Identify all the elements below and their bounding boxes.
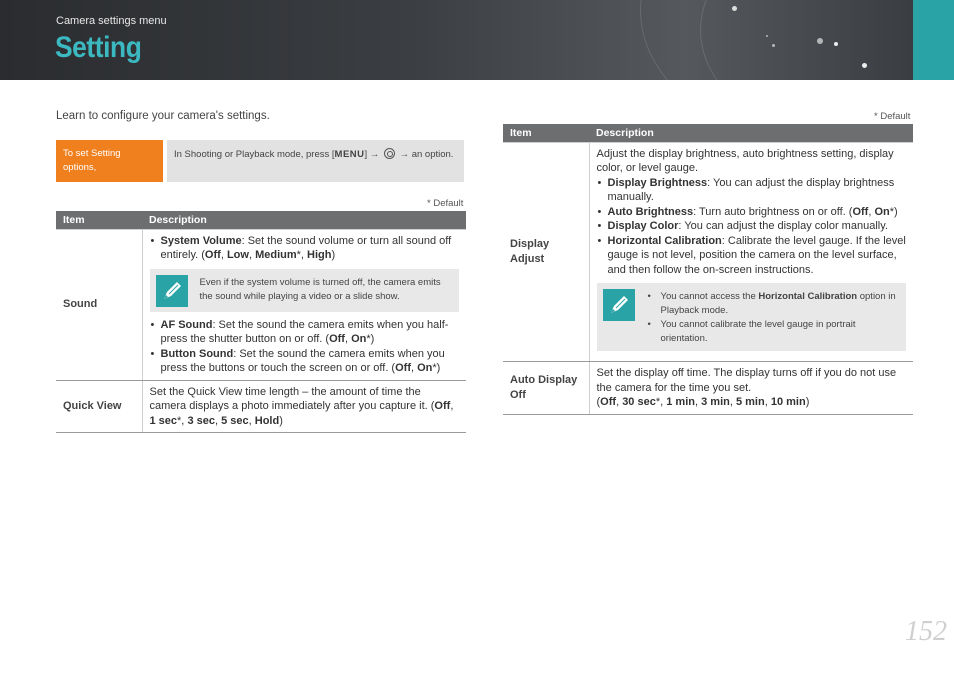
option-text: : Set the sound the camera emits when you half-press the shutter button on or off. (: [160, 318, 449, 345]
option-value: Off: [434, 400, 451, 412]
note-pencil-icon: [156, 275, 188, 307]
option-text: : Turn auto brightness on or off. (: [693, 205, 853, 218]
note-part: You cannot access the: [660, 291, 759, 302]
description-sound: [142, 229, 466, 380]
item-auto-display-off: Auto Display Off: [503, 362, 589, 415]
banner-sparkle: [772, 44, 775, 47]
option-text: : Set the sound volume or turn all sound off entirely. (: [160, 234, 452, 261]
list-item: • Auto Brightness: Turn auto brightness on or off. (Off, On*): [597, 205, 907, 220]
option-list: [150, 234, 460, 263]
option-name: AF Sound: [160, 318, 213, 331]
option-text: : You can adjust the display brightness manually.: [607, 176, 895, 203]
column-header-item: Item: [56, 211, 142, 229]
item-sound: Sound: [56, 229, 142, 380]
column-header-description: Description: [589, 124, 913, 142]
option-value: 3 sec: [187, 414, 215, 427]
option-list: [150, 318, 460, 376]
breadcrumb: Camera settings menu: [56, 15, 167, 27]
option-text: : You can adjust the display color manually.: [678, 220, 888, 232]
option-value: 10 min: [770, 396, 806, 408]
option-value: 5 min: [735, 396, 765, 408]
note-text: Even if the system volume is turned off, the camera emits the sound while playing a video or a slide show.: [199, 276, 441, 302]
left-settings-table: [56, 211, 466, 433]
note-pencil-icon: [603, 289, 635, 321]
option-value: High: [307, 249, 332, 261]
option-value: 30 sec: [622, 396, 656, 408]
option-value: 1 min: [666, 396, 695, 408]
banner-sparkle: [817, 38, 823, 44]
table-row: [56, 229, 466, 380]
option-value: Off: [204, 249, 221, 261]
list-item: [647, 290, 901, 318]
banner-sparkle: [862, 63, 867, 68]
description-display-adjust: [589, 142, 913, 362]
banner-sparkle: [766, 35, 768, 37]
option-value: Off: [395, 362, 411, 374]
option-value: 3 min: [701, 396, 730, 408]
page-number: 152: [905, 616, 947, 647]
option-value: Low: [226, 249, 249, 261]
option-value: 5 sec: [221, 414, 249, 427]
table-row: [56, 380, 466, 433]
item-display-adjust: Display Adjust: [503, 142, 589, 362]
list-item: • System Volume: Set the sound volume or turn all sound off entirely. (Off, Low, Medium*, High): [150, 234, 460, 263]
option-text: Set the display off time. The display turns off if you do not use the camera for the time you set.: [596, 367, 897, 394]
banner-decoration: [700, 0, 913, 80]
note-list: [647, 290, 901, 346]
instruction-part: ] →: [364, 149, 380, 160]
description-quick-view: Set the Quick View time length – the amount of time the camera displays a photo immediately after you capture it. (Off, 1 sec*, 3 sec, 5 sec, Hold): [142, 380, 466, 433]
option-text: Set the Quick View time length – the amount of time the camera displays a photo immediately after you capture it. (: [149, 385, 435, 412]
instruction-label: To set Setting options,: [56, 140, 163, 182]
column-header-description: Description: [142, 211, 466, 229]
menu-key: MENU: [334, 149, 365, 160]
option-value: 1 sec: [149, 414, 178, 427]
list-item: • You cannot calibrate the level gauge in portrait orientation.: [647, 318, 901, 346]
list-item: [597, 176, 907, 205]
list-item: [597, 234, 907, 278]
chapter-tab: [913, 0, 954, 80]
list-item: • Button Sound: Set the sound the camera emits when you press the buttons or touch the screen on or off. (Off, On*): [150, 347, 460, 376]
option-text: : Set the sound the camera emits when you press the buttons or touch the screen on or off. (: [160, 347, 445, 374]
option-list: [597, 176, 907, 278]
settings-gear-icon: [384, 148, 395, 159]
note-box: [150, 269, 460, 312]
default-note: * Default: [874, 111, 911, 122]
option-text: : Calibrate the level gauge. If the level gauge is not level, position the camera on the level surface, and then follow the on-screen instructions.: [607, 234, 906, 276]
intro-text: Learn to configure your camera's settings.: [56, 110, 270, 122]
description-auto-display-off: Set the display off time. The display turns off if you do not use the camera for the time you set. (Off, 30 sec*, 1 min, 3 min, 5 min, 10 min): [589, 362, 913, 415]
list-item: [597, 219, 907, 234]
option-value: Off: [852, 205, 869, 218]
option-value: On: [351, 333, 367, 345]
option-value: On: [417, 362, 433, 374]
table-row: [503, 142, 913, 362]
default-note: * Default: [427, 198, 464, 209]
option-value: Off: [600, 396, 617, 408]
option-value: Off: [329, 333, 345, 345]
option-value: On: [874, 205, 890, 218]
banner-sparkle: [732, 6, 737, 11]
instruction-part: In Shooting or Playback mode, press [: [174, 149, 335, 160]
table-header-row: [56, 211, 466, 229]
option-name: Auto Brightness: [607, 205, 694, 218]
note-part: Horizontal Calibration: [758, 291, 858, 302]
option-value: Hold: [254, 414, 280, 427]
table-row: [503, 362, 913, 415]
note-box: [597, 283, 907, 351]
option-name: Horizontal Calibration: [607, 234, 722, 247]
option-name: System Volume: [160, 234, 242, 247]
instruction-text: [167, 140, 464, 182]
right-settings-table: [503, 124, 913, 415]
banner-sparkle: [834, 42, 838, 46]
list-item: • AF Sound: Set the sound the camera emits when you half-press the shutter button on or off. (Off, On*): [150, 318, 460, 347]
page-title: Setting: [55, 31, 142, 64]
description-intro: Adjust the display brightness, auto brightness setting, display color, or level gauge.: [596, 147, 894, 174]
option-value: Medium: [255, 249, 297, 261]
option-name: Display Brightness: [607, 176, 708, 189]
column-header-item: Item: [503, 124, 589, 142]
note-text: [647, 288, 901, 346]
item-quick-view: Quick View: [56, 380, 142, 433]
instruction-part: → an option.: [399, 149, 454, 160]
option-name: Button Sound: [160, 347, 234, 360]
option-name: Display Color: [607, 220, 679, 232]
table-header-row: [503, 124, 913, 142]
note-part: option in Playback mode.: [660, 291, 896, 316]
